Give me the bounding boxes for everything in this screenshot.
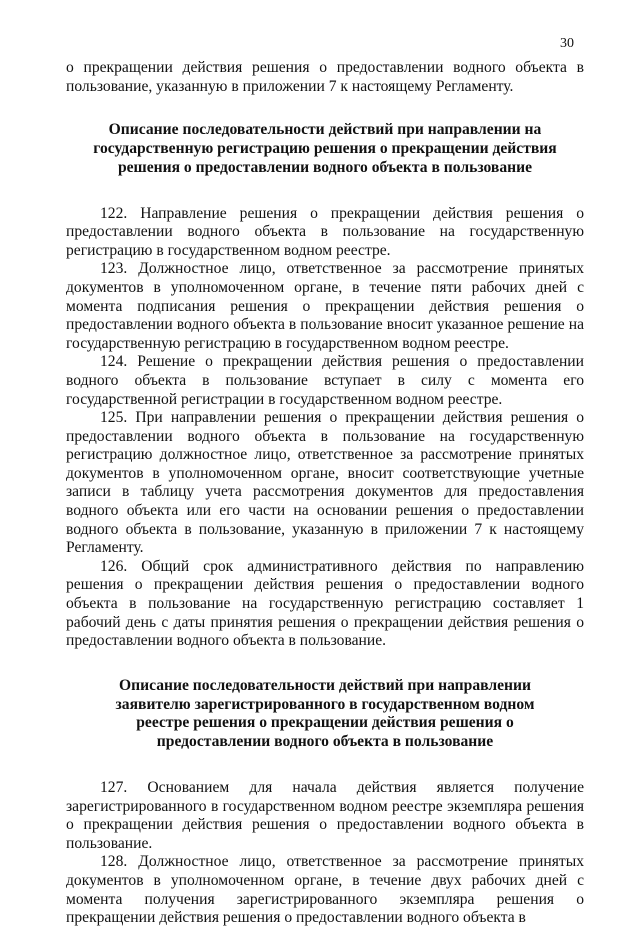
section-heading-registration: Описание последовательности действий при направлении на государственную регистрацию решения о прекращении действия решения о предоставлении водного объекта в пользование [93,121,557,176]
paragraph-124: 124. Решение о прекращении действия решения о предоставлении водного объекта в пользование вступает в силу с момента его государственной регистрации в государственном водном реестре. [66,353,584,408]
paragraph-122: 122. Направление решения о прекращении действия решения о предоставлении водного объекта в пользование на государственную регистрацию в государственном водном реестре. [66,204,584,259]
page-body [66,59,584,928]
paragraph-125: 125. При направлении решения о прекращении действия решения о предоставлении водного объекта в пользование на государственную регистрацию должностное лицо, ответственное за рассмотрение принятых документов в уполномоченном органе, вносит соответствующие учетные записи в таблицу учета рассмотрения документов для предоставления водного объекта или его части на основании решения о предоставлении водного объекта в пользование, указанную в приложении 7 к настоящему Регламенту. [66,409,584,557]
paragraph-126: 126. Общий срок административного действия по направлению решения о прекращении действия решения о предоставлении водного объекта в пользование на государственную регистрацию составляет 1 рабочий день с даты принятия решения о прекращении действия решения о предоставлении водного объекта в пользование. [66,557,584,650]
section-heading-sending: Описание последовательности действий при направлении заявителю зарегистрированного в государственном водном реестре решения о прекращении действия решения о предоставлении водного объекта в пользование [115,676,535,751]
paragraph-127: 127. Основанием для начала действия является получение зарегистрированного в государственном водном реестре экземпляра решения о прекращении действия решения о предоставлении водного объекта в пользование. [66,779,584,852]
paragraph-128: 128. Должностное лицо, ответственное за рассмотрение принятых документов в уполномоченном органе, в течение двух рабочих дней с момента получения зарегистрированного экземпляра решения о прекращении действия решения о предоставлении водного объекта в [66,853,584,927]
intro-paragraph: о прекращении действия решения о предоставлении водного объекта в пользование, указанную в приложении 7 к настоящему Регламенту. [66,59,584,95]
paragraph-123: 123. Должностное лицо, ответственное за рассмотрение принятых документов в уполномоченном органе, в течение пяти рабочих дней с момента подписания решения о прекращении действия решения о предоставлении водного объекта в пользование вносит указанное решение на государственную регистрацию в государственном водном реестре. [66,260,584,352]
page-number: 30 [560,36,574,51]
